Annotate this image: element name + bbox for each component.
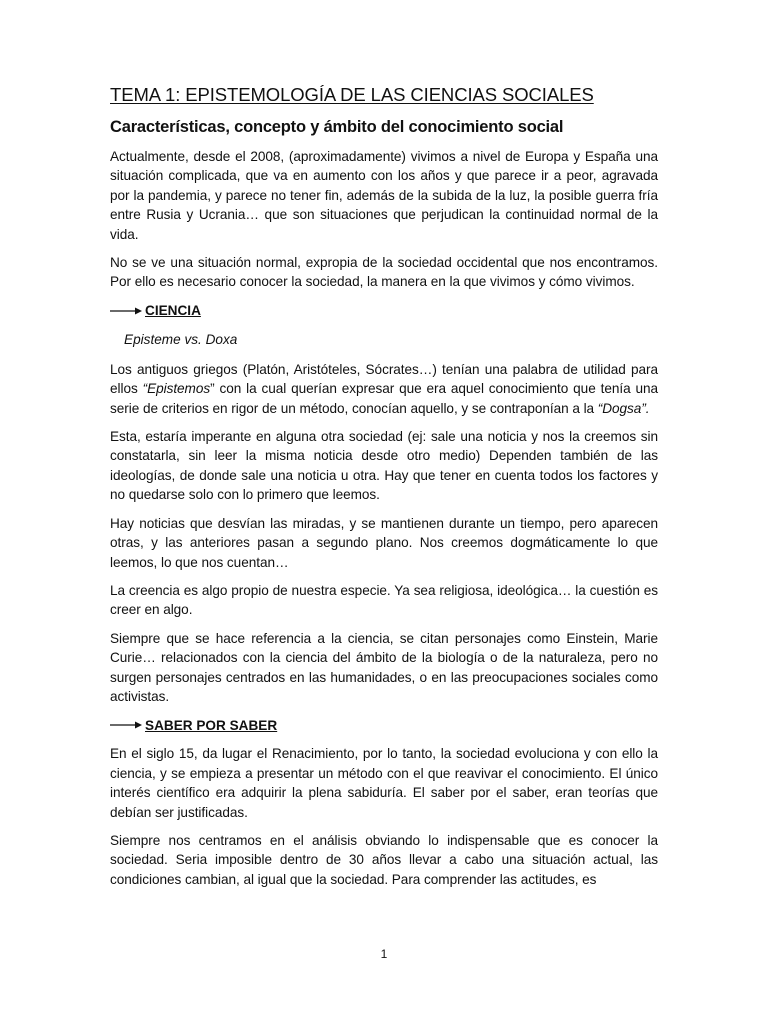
- paragraph-intro: Actualmente, desde el 2008, (aproximadamente) vivimos a nivel de Europa y España una situación complicada, que va en aumento con los años y que parece ir a peor, agravada por la pandemia, y parece no tener fin, además de la subida de la luz, la posible guerra fría entre Rusia y Ucrania… que son situaciones que perjudican la continuidad normal de la vida.: [110, 149, 658, 242]
- right-arrow-icon: [110, 305, 142, 317]
- document-content: [110, 84, 658, 898]
- paragraph-news: Hay noticias que desvían las miradas, y se mantienen durante un tiempo, pero aparecen otras, y las anteriores pasan a segundo plano. Nos creemos dogmáticamente lo que leemos, lo que nos cuentan…: [110, 515, 658, 570]
- document-subtitle: Características, concepto y ámbito del conocimiento social: [110, 118, 564, 136]
- greeks-term-dogsa: “Dogsa”.: [597, 400, 650, 416]
- paragraph-science-figures: Siempre que se hace referencia a la ciencia, se citan personajes como Einstein, Marie Curie… relacionados con la ciencia del ámbito de la biología o de la naturaleza, pero no surgen personajes centrados en las humanidades, o en las preocupaciones sociales como activistas.: [110, 630, 658, 704]
- paragraph-ideologies: Esta, estaría imperante en alguna otra sociedad (ej: sale una noticia y nos la creemos sin constatarla, sin leer la misma noticia desde otro medio) Dependen también de las ideologías, de donde sale una noticia u otra. Hay que tener en cuenta todos los factores y no quedarse solo con lo primero que leemos.: [110, 429, 658, 503]
- greeks-text-c: ” con la cual querían expresar que era aquel conocimiento que tenía una serie de criterios en rigor de un método, conocían aquello, y se contraponían a la: [110, 381, 658, 416]
- section-label-ciencia: CIENCIA: [145, 303, 201, 319]
- paragraph-analysis: Siempre nos centramos en el análisis obviando lo indispensable que es conocer la sociedad. Seria imposible dentro de 30 años llevar a cabo una situación actual, las condiciones cambian, al igual que la sociedad. Para comprender las actitudes, es: [110, 832, 658, 887]
- paragraph-belief: La creencia es algo propio de nuestra especie. Ya sea religiosa, ideológica… la cuestión es creer en algo.: [110, 582, 658, 618]
- greeks-term-epistemos: “Epistemos: [142, 381, 211, 397]
- document-title: TEMA 1: EPISTEMOLOGÍA DE LAS CIENCIAS SOCIALES: [110, 84, 594, 105]
- section-label-saber: SABER POR SABER: [145, 717, 278, 733]
- section-heading-ciencia: [110, 301, 658, 321]
- episteme-subheading: Episteme vs. Doxa: [124, 331, 238, 347]
- page-number: 1: [380, 947, 388, 961]
- paragraph-greeks: [110, 360, 658, 418]
- section-heading-saber: [110, 715, 658, 735]
- greeks-text-a: Los antiguos griegos (Platón, Aristóteles, Sócrates…) tenían una palabra de utilidad para ellos: [110, 361, 658, 397]
- paragraph-society: No se ve una situación normal, expropia de la sociedad occidental que nos encontramos. Por ello es necesario conocer la sociedad, la manera en la que vivimos y cómo vivimos.: [110, 255, 658, 290]
- paragraph-renaissance: En el siglo 15, da lugar el Renacimiento, por lo tanto, la sociedad evoluciona y con ello la ciencia, y se empieza a presentar un método con el que reavivar el conocimiento. El único interés científico era adquirir la plena sabiduría. El saber por el saber, eran teorías que debían ser justificadas.: [110, 746, 658, 820]
- right-arrow-icon: [110, 719, 142, 731]
